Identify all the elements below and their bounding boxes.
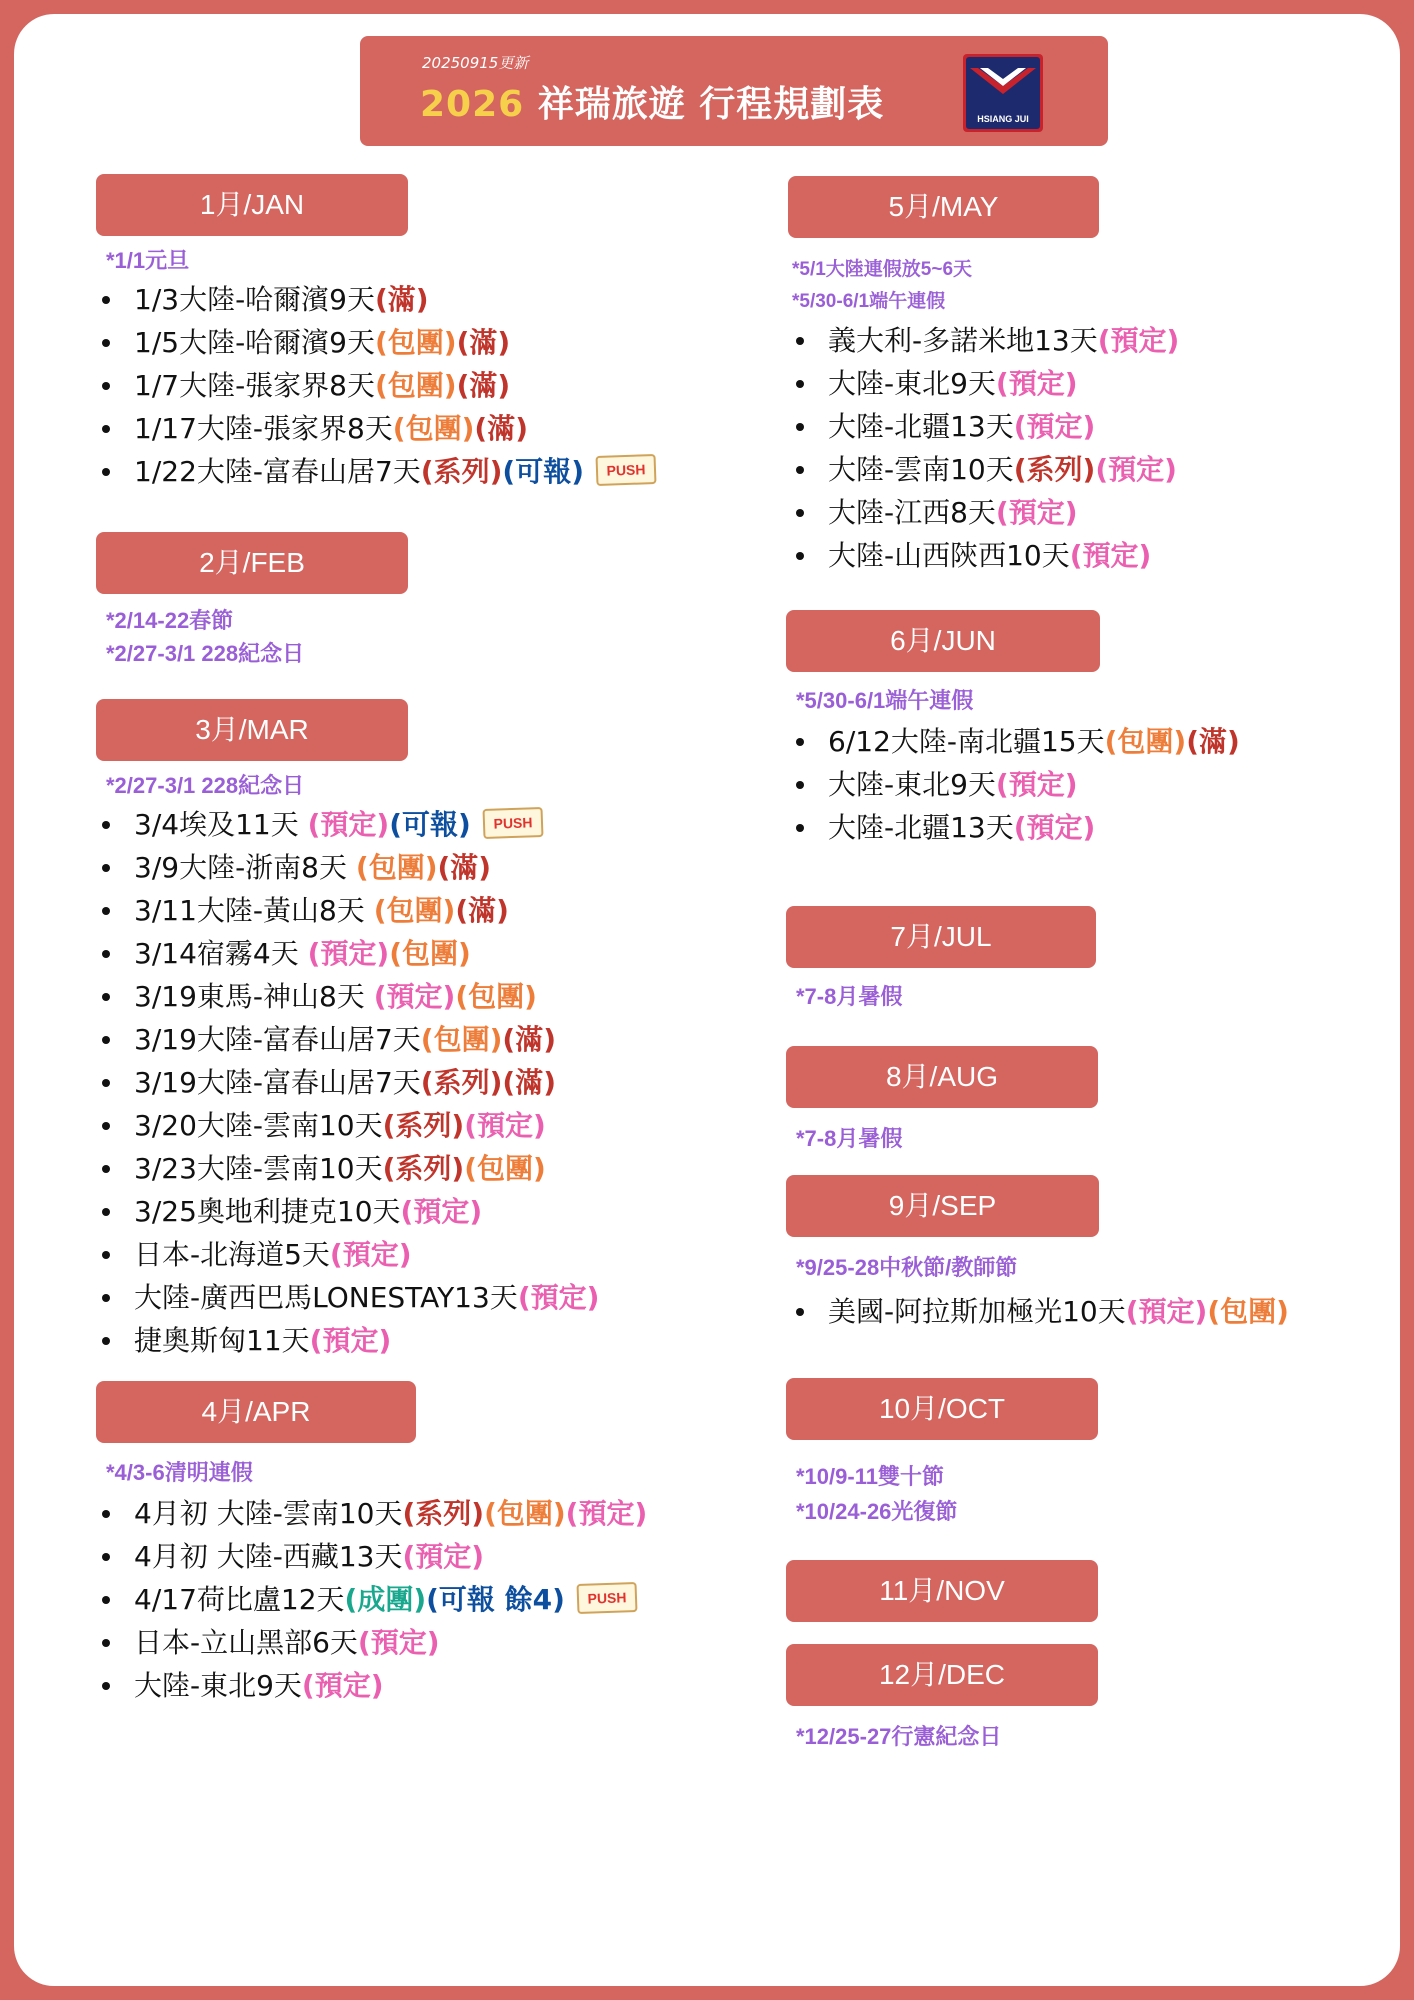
status-tag: (預定) [402,1540,485,1573]
status-tag: (預定) [995,496,1078,529]
logo-wing-icon [966,64,1040,104]
company-logo [963,54,1043,132]
holiday-note: *12/25-27行憲紀念日 [796,1724,1002,1749]
trip-item [790,405,1179,448]
trip-name: 1/22大陸-富春山居7天 [134,455,421,488]
status-tag: (預定) [517,1281,600,1314]
trip-name: 義大利-多諾米地13天 [828,324,1098,357]
month-header-dec: 12月/DEC [786,1644,1098,1706]
holiday-note: *10/24-26光復節 [796,1499,958,1524]
status-tag: (系列) [420,455,503,488]
trip-item [790,534,1179,577]
title-year: 2026 [420,84,525,125]
trip-name: 大陸-東北9天 [134,1669,302,1702]
trip-item [790,362,1179,405]
status-tag: (滿) [474,412,529,445]
status-tag: (包團) [1207,1295,1289,1328]
trip-item [790,491,1179,534]
trip-name: 大陸-北疆13天 [828,811,1014,844]
status-tag: (可報) [502,455,585,488]
status-tag: (預定) [1069,539,1152,572]
title-text: 祥瑞旅遊 行程規劃表 [524,84,885,125]
status-tag: (預定) [1095,453,1177,486]
trip-item [96,1621,647,1664]
trip-name: 3/19東馬-神山8天 [134,980,374,1013]
updated-date: 20250915更新 [422,54,529,72]
status-tag: (預定) [400,1195,483,1228]
holiday-note: *7-8月暑假 [796,984,903,1009]
trip-item [96,407,656,450]
push-badge-icon: PUSH [482,807,543,839]
trip-name: 3/19大陸-富春山居7天 [134,1066,421,1099]
trip-item [96,1535,647,1578]
trip-item [790,806,1240,849]
status-tag: (滿) [374,283,429,316]
status-tag: (包團) [392,412,475,445]
trip-item [790,1290,1289,1333]
trip-item [96,932,599,975]
trip-name: 3/11大陸-黃山8天 [134,894,374,927]
header-banner [360,36,1108,146]
status-tag: (包團) [374,326,457,359]
status-tag: (滿) [502,1023,557,1056]
month-header-nov: 11月/NOV [786,1560,1098,1622]
trip-name: 3/19大陸-富春山居7天 [134,1023,421,1056]
trip-item [96,278,656,321]
month-header-oct: 10月/OCT [786,1378,1098,1440]
trip-item [790,763,1240,806]
month-header-sep: 9月/SEP [786,1175,1099,1237]
trip-name: 3/20大陸-雲南10天 [134,1109,383,1142]
status-tag: (包團) [484,1497,566,1530]
status-tag: (包團) [373,894,456,927]
holiday-note: *7-8月暑假 [796,1126,903,1151]
month-header-jan: 1月/JAN [96,174,408,236]
trip-name: 1/7大陸-張家界8天 [134,369,375,402]
holiday-note: *5/30-6/1端午連假 [796,688,974,713]
status-tag: (預定) [357,1626,440,1659]
trip-item [96,1190,599,1233]
trip-item [96,321,656,364]
trip-name: 大陸-東北9天 [828,768,996,801]
status-tag: (預定) [995,367,1078,400]
trip-name: 大陸-江西8天 [828,496,996,529]
month-header-mar: 3月/MAR [96,699,408,761]
trip-item [96,1319,599,1362]
status-tag: (預定) [1013,410,1096,443]
trip-name: 大陸-廣西巴馬LONESTAY13天 [134,1281,518,1314]
status-tag: (包團) [1104,725,1187,758]
status-tag: (包團) [355,851,438,884]
holiday-note: *5/1大陸連假放5~6天 [792,259,973,280]
status-tag: (包團) [420,1023,503,1056]
trip-item [96,975,599,1018]
trip-list-jun [790,720,1240,849]
status-tag: (滿) [437,851,492,884]
trip-item [790,720,1240,763]
status-tag: (預定) [301,1669,384,1702]
trip-item [96,1018,599,1061]
logo-text: HSIANG JUI [977,114,1029,124]
status-tag: (預定) [307,937,390,970]
status-tag: (預定) [329,1238,412,1271]
trip-item [96,364,656,407]
holiday-note: *2/27-3/1 228紀念日 [106,773,305,798]
trip-list-mar [96,803,599,1362]
trip-item [96,803,599,846]
trip-name: 3/25奧地利捷克10天 [134,1195,401,1228]
trip-item [96,450,656,493]
status-tag: (滿) [502,1066,557,1099]
status-tag: (包團) [464,1152,546,1185]
trip-item [96,1104,599,1147]
status-tag: (包團) [389,937,471,970]
trip-item [96,846,599,889]
status-tag: (系列) [402,1497,485,1530]
status-tag: (預定) [1097,324,1180,357]
trip-item [96,1492,647,1535]
trip-name: 日本-北海道5天 [134,1238,330,1271]
status-tag: (滿) [1186,725,1240,758]
status-tag: (系列) [382,1109,465,1142]
holiday-note: *9/25-28中秋節/教師節 [796,1255,1018,1280]
status-tag: (預定) [464,1109,546,1142]
trip-name: 6/12大陸-南北疆15天 [828,725,1105,758]
month-header-jun: 6月/JUN [786,610,1100,672]
holiday-note: *2/14-22春節 [106,608,234,633]
trip-name: 1/3大陸-哈爾濱9天 [134,283,375,316]
trip-name: 捷奧斯匈11天 [134,1324,310,1357]
status-tag: (系列) [420,1066,503,1099]
status-tag: (系列) [382,1152,465,1185]
status-tag: (系列) [1013,453,1096,486]
status-tag: (包團) [374,369,457,402]
holiday-note: *2/27-3/1 228紀念日 [106,641,305,666]
status-tag: (滿) [455,894,509,927]
month-header-aug: 8月/AUG [786,1046,1098,1108]
trip-name: 大陸-雲南10天 [828,453,1014,486]
trip-list-jan [96,278,656,493]
trip-item [96,889,599,932]
trip-name: 4月初 大陸-西藏13天 [134,1540,403,1573]
trip-item [96,1276,599,1319]
holiday-note: *5/30-6/1端午連假 [792,291,946,312]
push-badge-icon: PUSH [576,1582,637,1614]
status-tag: (預定) [995,768,1078,801]
month-header-feb: 2月/FEB [96,532,408,594]
status-tag: (預定) [307,808,390,841]
status-tag: (預定) [1013,811,1096,844]
status-tag: (可報) [389,808,471,841]
trip-name: 日本-立山黑部6天 [134,1626,358,1659]
trip-list-sep [790,1290,1289,1333]
trip-item [790,319,1179,362]
trip-list-apr [96,1492,647,1707]
trip-name: 4月初 大陸-雲南10天 [134,1497,403,1530]
trip-name: 4/17荷比盧12天 [134,1583,345,1616]
holiday-note: *4/3-6清明連假 [106,1460,253,1485]
trip-name: 3/4埃及11天 [134,808,308,841]
month-header-jul: 7月/JUL [786,906,1096,968]
status-tag: (可報 餘4) [426,1583,565,1616]
status-tag: (包團) [455,980,537,1013]
trip-item [790,448,1179,491]
holiday-note: *1/1元旦 [106,248,190,273]
status-tag: (成團) [344,1583,427,1616]
trip-name: 大陸-山西陝西10天 [828,539,1070,572]
trip-name: 大陸-東北9天 [828,367,996,400]
holiday-note: *10/9-11雙十節 [796,1464,944,1489]
trip-item [96,1061,599,1104]
trip-item [96,1664,647,1707]
status-tag: (預定) [309,1324,392,1357]
status-tag: (預定) [565,1497,648,1530]
status-tag: (滿) [456,369,511,402]
trip-name: 1/17大陸-張家界8天 [134,412,393,445]
trip-name: 大陸-北疆13天 [828,410,1014,443]
trip-item [96,1233,599,1276]
page-title [420,76,884,127]
month-header-may: 5月/MAY [788,176,1099,238]
trip-name: 3/14宿霧4天 [134,937,308,970]
status-tag: (滿) [456,326,511,359]
trip-item [96,1147,599,1190]
push-badge-icon: PUSH [596,454,657,486]
trip-list-may [790,319,1179,577]
status-tag: (預定) [373,980,456,1013]
trip-name: 3/9大陸-浙南8天 [134,851,356,884]
trip-item [96,1578,647,1621]
status-tag: (預定) [1125,1295,1208,1328]
month-header-apr: 4月/APR [96,1381,416,1443]
trip-name: 3/23大陸-雲南10天 [134,1152,383,1185]
trip-name: 1/5大陸-哈爾濱9天 [134,326,375,359]
trip-name: 美國-阿拉斯加極光10天 [828,1295,1126,1328]
